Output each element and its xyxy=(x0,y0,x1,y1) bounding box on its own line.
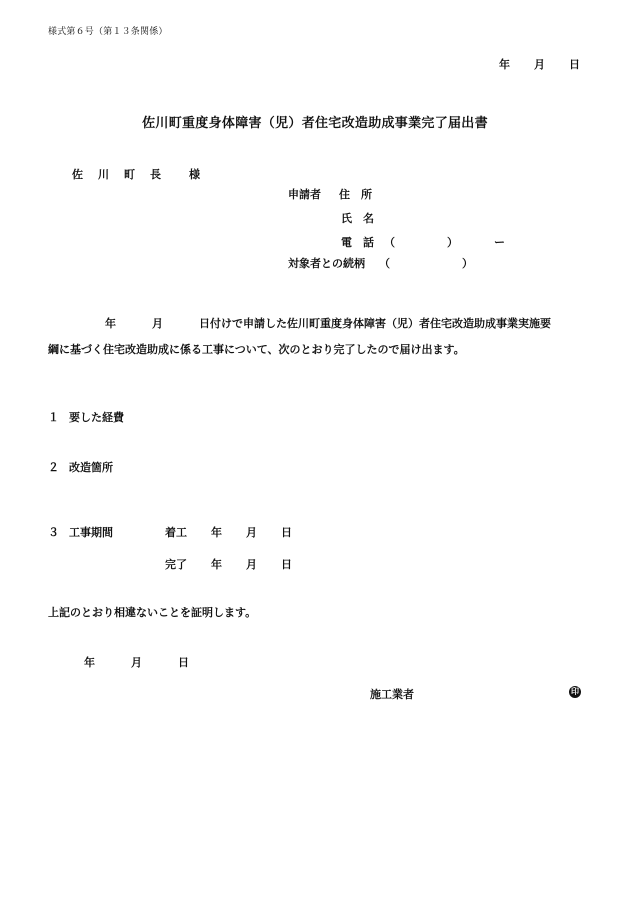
header-month: 月 xyxy=(534,58,545,71)
relation-open-paren: （ xyxy=(379,257,390,270)
body-year: 年 xyxy=(105,317,116,330)
item-location xyxy=(48,459,113,475)
item-label: 改造箇所 xyxy=(69,461,113,474)
sign-day: 日 xyxy=(178,656,189,669)
start-label: 着工 xyxy=(165,526,187,539)
header-year: 年 xyxy=(499,58,510,71)
item-number: ３ xyxy=(48,526,59,539)
body-paragraph xyxy=(48,311,588,363)
sign-month: 月 xyxy=(131,656,142,669)
body-line-1-text: 日付けで申請した佐川町重度身体障害（児）者住宅改造助成事業実施要 xyxy=(199,317,551,330)
name-label: 氏 名 xyxy=(341,212,374,225)
item-period xyxy=(48,524,113,540)
applicant-address-row xyxy=(288,186,372,202)
relation-label: 対象者との続柄 xyxy=(288,257,365,270)
start-day: 日 xyxy=(281,526,292,539)
relation-close-paren: ） xyxy=(462,257,473,270)
body-month: 月 xyxy=(152,317,163,330)
end-month: 月 xyxy=(246,558,257,571)
sign-year: 年 xyxy=(84,656,95,669)
item-number: ２ xyxy=(48,461,59,474)
seal-mark: 印 xyxy=(571,687,579,696)
phone-label: 電 話 xyxy=(341,236,374,249)
item-label: 要した経費 xyxy=(69,411,124,424)
end-label: 完了 xyxy=(165,558,187,571)
item-expense xyxy=(48,409,124,425)
body-line-2: 綱に基づく住宅改造助成に係る工事について、次のとおり完了したので届け出ます。 xyxy=(48,343,465,356)
certify-statement: 上記のとおり相違ないことを証明します。 xyxy=(48,606,257,619)
header-date xyxy=(499,56,580,72)
applicant-phone-row xyxy=(341,234,505,250)
contractor-label: 施工業者 xyxy=(370,688,414,701)
item-number: １ xyxy=(48,411,59,424)
phone-dash: ー xyxy=(494,236,505,249)
end-year: 年 xyxy=(211,558,222,571)
body-line-1 xyxy=(48,311,588,337)
relation-row xyxy=(288,255,473,271)
address-label: 住 所 xyxy=(339,188,372,201)
period-end-row xyxy=(165,556,292,572)
period-start-row xyxy=(165,524,292,540)
item-label: 工事期間 xyxy=(69,526,113,539)
phone-open-paren: （ xyxy=(384,236,395,249)
document-title: 佐川町重度身体障害（児）者住宅改造助成事業完了届出書 xyxy=(142,116,488,131)
form-number: 様式第６号（第１３条関係） xyxy=(48,27,168,37)
start-year: 年 xyxy=(211,526,222,539)
start-month: 月 xyxy=(246,526,257,539)
end-day: 日 xyxy=(281,558,292,571)
phone-close-paren: ） xyxy=(447,236,458,249)
applicant-heading: 申請者 xyxy=(288,188,321,201)
sign-date xyxy=(84,654,189,670)
header-day: 日 xyxy=(569,58,580,71)
addressee: 佐 川 町 長 様 xyxy=(72,168,202,181)
